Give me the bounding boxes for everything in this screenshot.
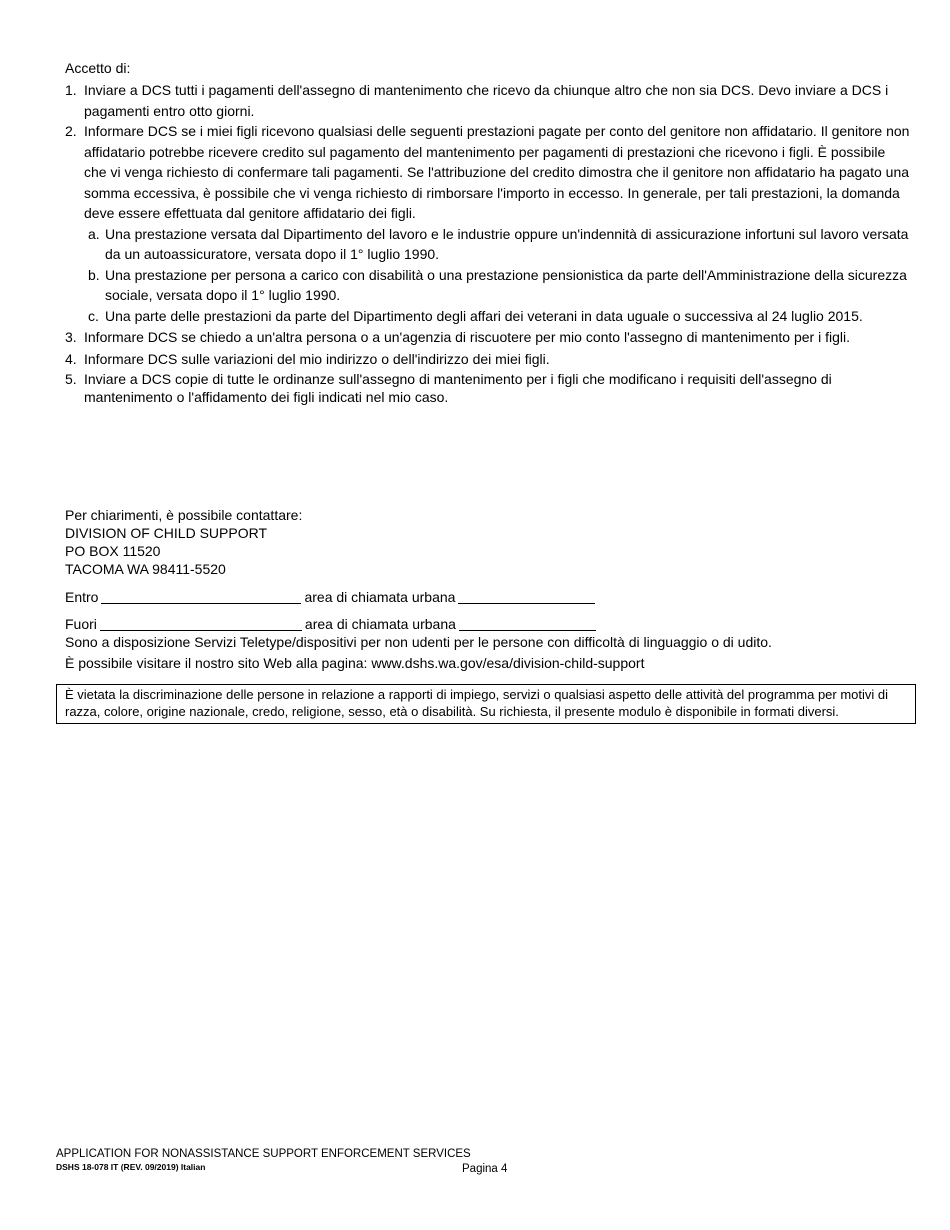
agreement-list <box>65 80 910 407</box>
outside-phone-blank <box>100 616 302 631</box>
inside-phone-row <box>65 588 598 606</box>
contact-org: DIVISION OF CHILD SUPPORT <box>65 525 267 541</box>
sub-item-letter: b. <box>88 266 100 283</box>
item-text: Informare DCS sulle variazioni del mio indirizzo o dell'indirizzo dei miei figli. <box>84 351 550 367</box>
outside-label: Fuori <box>65 616 97 632</box>
sub-item-letter: a. <box>88 225 100 242</box>
area-label: area di chiamata urbana <box>304 589 456 605</box>
sub-item-letter: c. <box>88 307 99 324</box>
list-item <box>65 328 910 346</box>
inside-label: Entro <box>65 589 99 605</box>
sub-item-text: Una prestazione versata dal Dipartimento del lavoro e le industrie oppure un'indennità di assicurazione infortuni sul lavoro versata da un autoassicuratore, versata dopo il 1° luglio 1990. <box>105 225 909 262</box>
list-item <box>65 349 910 370</box>
item-number: 4. <box>65 351 77 367</box>
sub-list-item <box>84 265 910 306</box>
contact-intro: Per chiarimenti, è possibile contattare: <box>65 507 303 523</box>
contact-city: TACOMA WA 98411-5520 <box>65 561 226 577</box>
item-text: Inviare a DCS copie di tutte le ordinanze sull'assegno di mantenimento per i figli che modificano i requisiti dell'assegno di mantenimento o l'affidamento dei figli indicati nel mio caso. <box>84 370 832 405</box>
sub-list-item <box>84 224 910 265</box>
website-text: È possibile visitare il nostro sito Web alla pagina: www.dshs.wa.gov/esa/division-child-support <box>65 655 645 671</box>
item-text: Informare DCS se chiedo a un'altra persona o a un'agenzia di riscuotere per mio conto l'assegno di mantenimento per i figli. <box>84 329 850 345</box>
nondiscrimination-notice: È vietata la discriminazione delle persone in relazione a rapporti di impiego, servizi o qualsiasi aspetto delle attività del programma per motivi di razza, colore, origine nazionale, credo, religione, sesso, età o disabilità. Su richiesta, il presente modulo è disponibile in formati diversi. <box>56 684 916 724</box>
item-text: Inviare a DCS tutti i pagamenti dell'assegno di mantenimento che ricevo da chiunque altro che non sia DCS. Devo inviare a DCS i pagamenti entro otto giorni. <box>84 82 889 119</box>
sub-list-item <box>84 306 910 327</box>
contact-pobox: PO BOX 11520 <box>65 543 161 559</box>
list-item <box>65 370 910 407</box>
list-item <box>65 121 910 326</box>
item-text: Informare DCS se i miei figli ricevono qualsiasi delle seguenti prestazioni pagate per conto del genitore non affidatario. Il genitore non affidatario potrebbe ricevere credito sul pagamento del mantenimento per pagamenti di prestazioni che ricevono i figli. È possibile che vi venga richiesto di confermare tali pagamenti. Se l'attribuzione del credito dimostra che il genitore non affidatario ha pagato una somma eccessiva, è possibile che vi venga richiesto di rimborsare l'importo in eccesso. In generale, per tali prestazioni, la domanda deve essere effettuata dal genitore affidatario dei figli. <box>84 123 910 221</box>
item-number: 2. <box>65 123 77 139</box>
page-number: Pagina 4 <box>462 1163 508 1175</box>
benefit-sublist <box>84 224 910 327</box>
sub-item-text: Una parte delle prestazioni da parte del Dipartimento degli affari dei veterani in data uguale o successiva al 24 luglio 2015. <box>105 307 863 324</box>
item-number: 3. <box>65 329 77 345</box>
sub-item-text: Una prestazione per persona a carico con disabilità o una prestazione pensionistica da parte dell'Amministrazione della sicurezza sociale, versata dopo il 1° luglio 1990. <box>105 266 907 303</box>
inside-area-blank <box>458 589 595 604</box>
teletype-text: Sono a disposizione Servizi Teletype/dispositivi per non udenti per le persone con difficoltà di linguaggio o di udito. <box>65 634 772 650</box>
item-number: 1. <box>65 82 77 98</box>
item-number: 5. <box>65 370 77 387</box>
footer-title: APPLICATION FOR NONASSISTANCE SUPPORT ENFORCEMENT SERVICES <box>56 1148 471 1160</box>
inside-phone-blank <box>101 589 301 604</box>
intro-text: Accetto di: <box>65 60 131 76</box>
contact-block <box>65 506 302 578</box>
list-item <box>65 80 910 121</box>
footer-form-number: DSHS 18-078 IT (REV. 09/2019) Italian <box>56 1162 206 1172</box>
outside-area-blank <box>459 616 596 631</box>
area-label: area di chiamata urbana <box>304 616 456 632</box>
outside-phone-row <box>65 615 599 633</box>
